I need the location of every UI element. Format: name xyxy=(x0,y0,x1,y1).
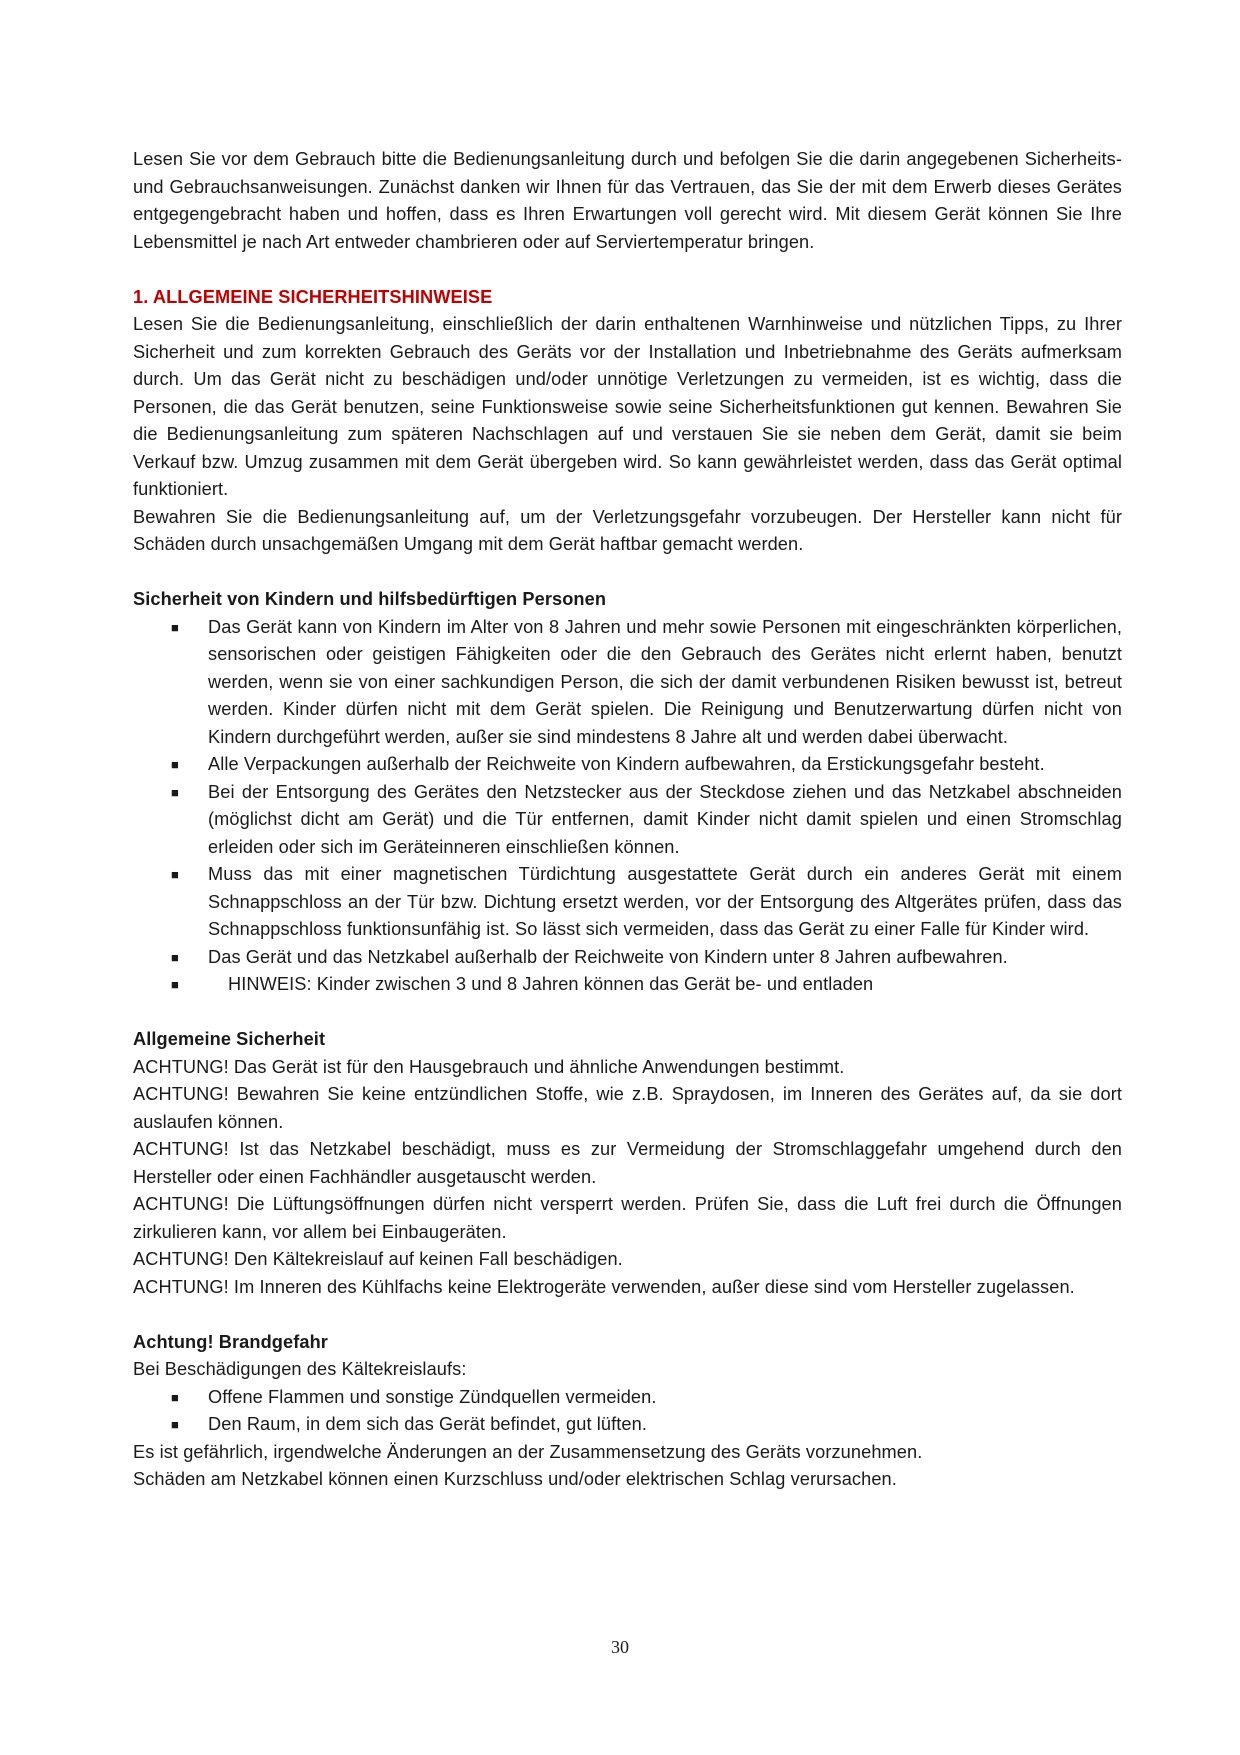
children-safety-heading: Sicherheit von Kindern und hilfsbedürftigen Personen xyxy=(133,589,607,609)
list-item: ■ Bei der Entsorgung des Gerätes den Netzstecker aus der Steckdose ziehen und das Netzkabel abschneiden (möglichst dicht am Gerät) und die Tür entfernen, damit Kinder nicht damit spielen und einen Stromschlag erleiden oder sich im Geräteinneren einschließen können. xyxy=(133,779,1122,862)
fire-hazard-intro: Bei Beschädigungen des Kältekreislaufs: xyxy=(133,1359,467,1379)
bullet-icon: ■ xyxy=(171,977,179,992)
bullet-icon: ■ xyxy=(171,867,179,882)
list-item: ■ Offene Flammen und sonstige Zündquellen vermeiden. xyxy=(133,1384,1122,1412)
list-item: ■ Muss das mit einer magnetischen Türdichtung ausgestattete Gerät durch ein anderes Gerät mit einem Schnappschloss an der Tür bzw. Dichtung ersetzt werden, vor der Entsorgung des Altgerätes prüfen, dass das Schnappschloss funktionsunfähig ist. So lässt sich vermeiden, dass das Gerät zu einer Falle für Kinder wird. xyxy=(133,861,1122,944)
list-item: ■ Das Gerät und das Netzkabel außerhalb der Reichweite von Kindern unter 8 Jahren aufbewahren. xyxy=(133,944,1122,972)
fire-hazard-heading: Achtung! Brandgefahr xyxy=(133,1331,328,1352)
list-item: ■ HINWEIS: Kinder zwischen 3 und 8 Jahren können das Gerät be- und entladen xyxy=(133,971,1122,999)
general-safety-heading: Allgemeine Sicherheit xyxy=(133,1029,326,1049)
bullet-icon: ■ xyxy=(171,619,179,635)
list-item: ■ Alle Verpackungen außerhalb der Reichweite von Kindern aufbewahren, da Erstickungsgefahr besteht. xyxy=(133,751,1122,779)
fire-hazard-list xyxy=(133,1384,1122,1439)
general-safety-line: ACHTUNG! Ist das Netzkabel beschädigt, muss es zur Vermeidung der Stromschlaggefahr umgehend durch den Hersteller oder einen Fachhändler ausgetauscht werden. xyxy=(133,1139,1122,1187)
bullet-icon: ■ xyxy=(171,1417,179,1432)
fire-hazard-note: Schäden am Netzkabel können einen Kurzschluss und/oder elektrischen Schlag verursachen. xyxy=(133,1469,897,1489)
general-safety-line: ACHTUNG! Die Lüftungsöffnungen dürfen nicht versperrt werden. Prüfen Sie, dass die Luft frei durch die Öffnungen zirkulieren kann, vor allem bei Einbaugeräten. xyxy=(133,1194,1122,1242)
general-safety-line: ACHTUNG! Bewahren Sie keine entzündlichen Stoffe, wie z.B. Spraydosen, im Inneren des Gerätes auf, da sie dort auslaufen können. xyxy=(133,1084,1122,1132)
list-item: ■ Den Raum, in dem sich das Gerät befindet, gut lüften. xyxy=(133,1411,1122,1439)
general-safety-line: ACHTUNG! Den Kältekreislauf auf keinen Fall beschädigen. xyxy=(133,1249,623,1269)
general-safety-line: ACHTUNG! Das Gerät ist für den Hausgebrauch und ähnliche Anwendungen bestimmt. xyxy=(133,1056,845,1077)
bullet-icon: ■ xyxy=(171,784,179,800)
section-1-paragraph-2: Bewahren Sie die Bedienungsanleitung auf, um der Verletzungsgefahr vorzubeugen. Der Hersteller kann nicht für Schäden durch unsachgemäßen Umgang mit dem Gerät haftbar gemacht werden. xyxy=(133,506,1122,554)
section-1-heading: 1. ALLGEMEINE SICHERHEITSHINWEISE xyxy=(133,286,493,307)
bullet-icon: ■ xyxy=(171,1389,179,1405)
children-safety-list xyxy=(133,614,1122,999)
bullet-icon: ■ xyxy=(171,949,179,965)
document-body xyxy=(133,146,1122,1494)
list-item: ■ Das Gerät kann von Kindern im Alter von 8 Jahren und mehr sowie Personen mit eingeschränkten körperlichen, sensorischen oder geistigen Fähigkeiten oder die den Gebrauch des Gerätes nicht erlernt haben, benutzt werden, wenn sie von einer sachkundigen Person, die sich der damit verbundenen Risiken bewusst ist, betreut werden. Kinder dürfen nicht mit dem Gerät spielen. Die Reinigung und Benutzerwartung dürfen nicht von Kindern durchgeführt werden, außer sie sind mindestens 8 Jahre alt und werden dabei überwacht. xyxy=(133,614,1122,752)
fire-hazard-note: Es ist gefährlich, irgendwelche Änderungen an der Zusammensetzung des Geräts vorzunehmen. xyxy=(133,1441,923,1462)
section-1-paragraph-1: Lesen Sie die Bedienungsanleitung, einschließlich der darin enthaltenen Warnhinweise und nützlichen Tipps, zu Ihrer Sicherheit und zum korrekten Gebrauch des Geräts vor der Installation und Inbetriebnahme des Geräts aufmerksam durch. Um das Gerät nicht zu beschädigen und/oder unnötige Verletzungen zu vermeiden, ist es wichtig, dass die Personen, die das Gerät benutzen, seine Funktionsweise sowie seine Sicherheitsfunktionen gut kennen. Bewahren Sie die Bedienungsanleitung zum späteren Nachschlagen auf und verstauen Sie sie neben dem Gerät, damit sie beim Verkauf bzw. Umzug zusammen mit dem Gerät übergeben wird. So kann gewährleistet werden, dass das Gerät optimal funktioniert. xyxy=(133,314,1122,499)
intro-paragraph: Lesen Sie vor dem Gebrauch bitte die Bedienungsanleitung durch und befolgen Sie die darin angegebenen Sicherheits- und Gebrauchsanweisungen. Zunächst danken wir Ihnen für das Vertrauen, das Sie der mit dem Erwerb dieses Gerätes entgegengebracht haben und hoffen, dass es Ihren Erwartungen voll gerecht wird. Mit diesem Gerät können Sie Ihre Lebensmittel je nach Art entweder chambrieren oder auf Serviertemperatur bringen. xyxy=(133,149,1122,252)
page-number: 30 xyxy=(611,1637,629,1657)
general-safety-line: ACHTUNG! Im Inneren des Kühlfachs keine Elektrogeräte verwenden, außer diese sind vom Hersteller zugelassen. xyxy=(133,1276,1075,1297)
bullet-icon: ■ xyxy=(171,757,179,772)
